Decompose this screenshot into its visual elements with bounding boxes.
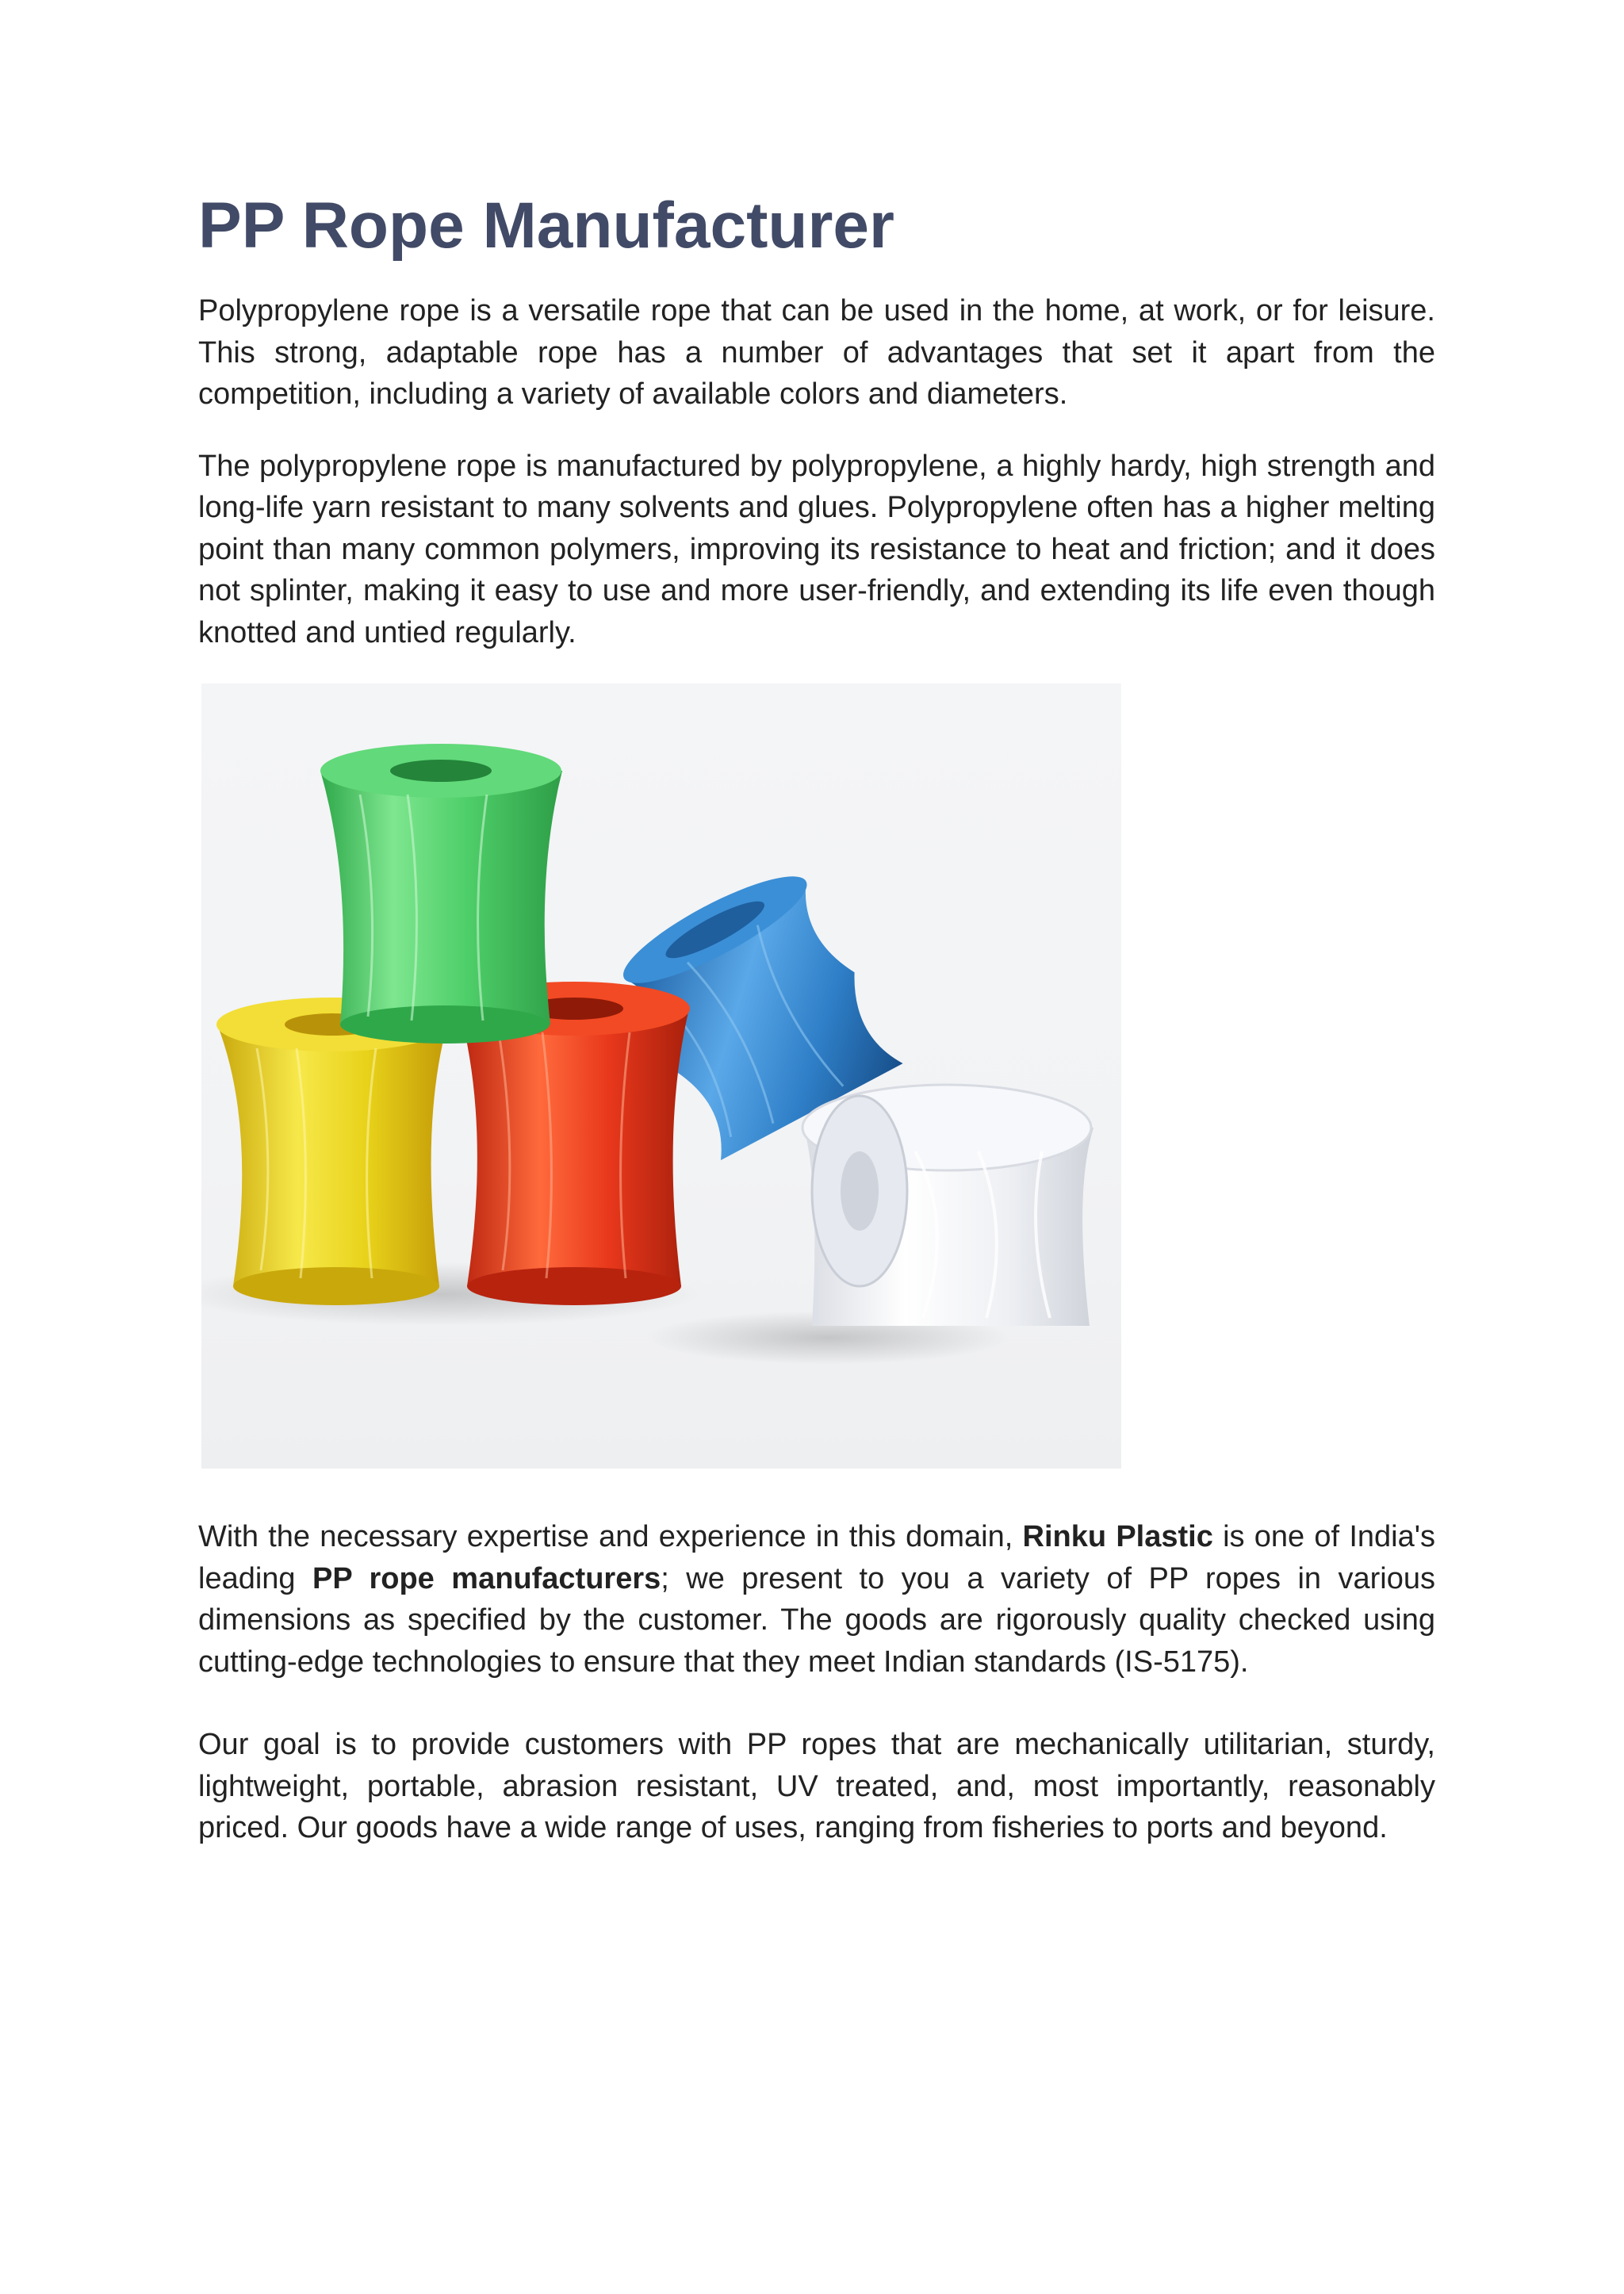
goal-paragraph: Our goal is to provide customers with PP ropes that are mechanically utilitarian, sturdy, lightweight, portable, abrasion resistant, UV treated, and, most importantly, reasonably priced. Our goods have a wide range of uses, ranging from fisheries to ports and beyond.	[198, 1728, 1435, 1845]
material-paragraph: The polypropylene rope is manufactured by polypropylene, a highly hardy, high strength and long-life yarn resistant to many solvents and glues. Polypropylene often has a higher melting point than many common polymers, improving its resistance to heat and friction; and it does not splinter, making it easy to use and more user-friendly, and extending its life even though knotted and untied regularly.	[198, 449, 1435, 649]
yellow-spool	[216, 998, 448, 1305]
rope-spools-illustration	[201, 684, 1121, 1469]
company-paragraph	[198, 1516, 1435, 1683]
product-keyword: PP rope manufacturers	[312, 1561, 661, 1595]
green-spool	[320, 744, 562, 1044]
page-title: PP Rope Manufacturer	[198, 190, 894, 262]
pp-rope-spools-image	[201, 684, 1121, 1469]
company-text-3: ; we present to you a variety of PP ropes in various dimensions as specified by the customer. The goods are rigorously quality checked using cutting-edge technologies to ensure that they meet Indian standards (IS-5175).	[198, 1561, 1435, 1679]
company-name: Rinku Plastic	[1022, 1520, 1213, 1554]
white-spool	[802, 1085, 1094, 1326]
intro-paragraph: Polypropylene rope is a versatile rope that can be used in the home, at work, or for leisure. This strong, adaptable rope has a number of advantages that set it apart from the competition, including a variety of available colors and diameters.	[198, 294, 1435, 412]
company-text-2: is one of India's leading	[198, 1520, 1435, 1595]
document-page	[198, 190, 1435, 1879]
company-text-1: With the necessary expertise and experience in this domain,	[198, 1520, 1023, 1554]
